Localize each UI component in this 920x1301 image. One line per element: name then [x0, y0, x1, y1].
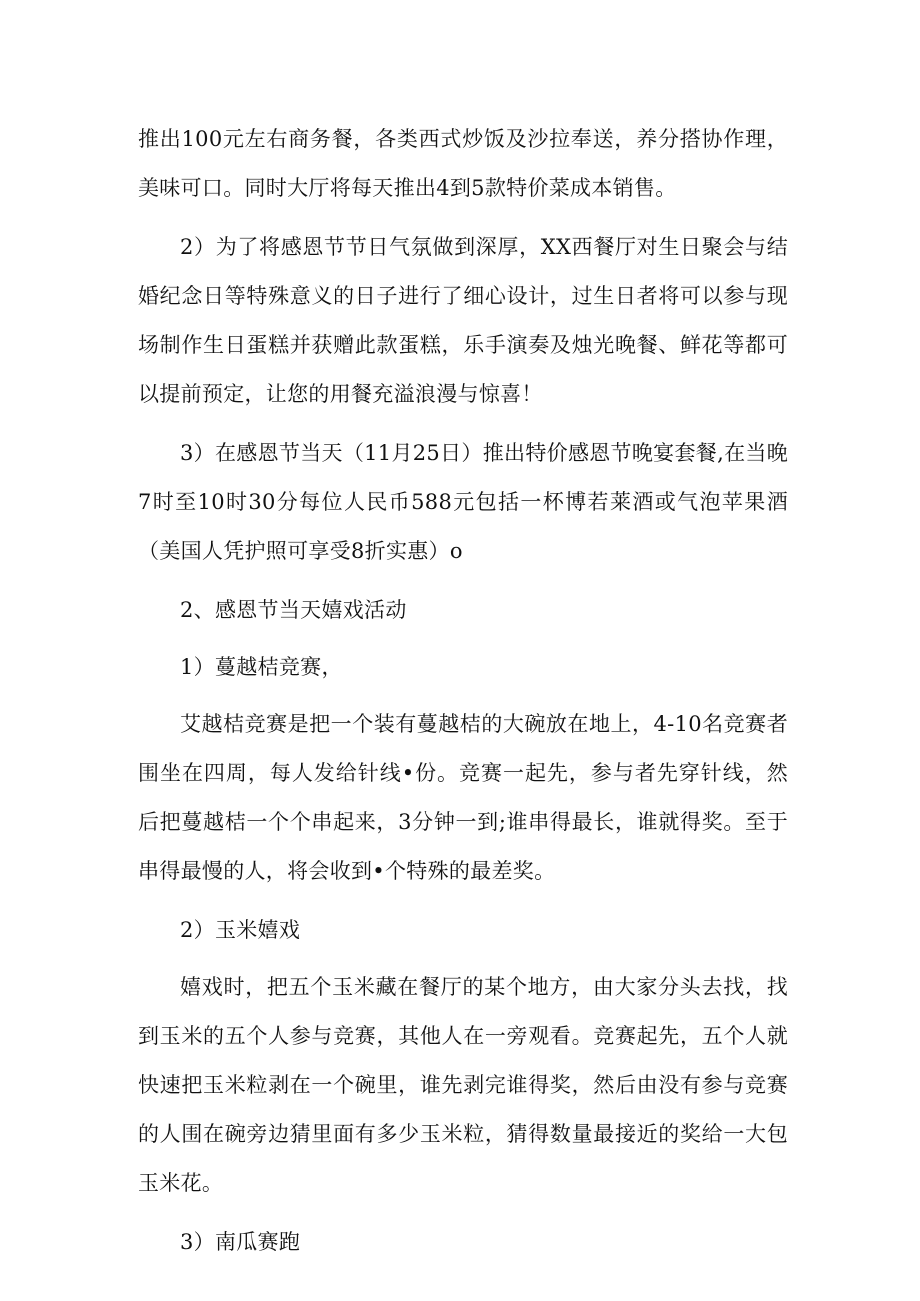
subheading-pumpkin-race: 3）南瓜赛跑 [180, 1230, 301, 1254]
paragraph-cranberry-rules: 艾越桔竞赛是把一个装有蔓越桔的大碗放在地上，4-10名竞赛者围坐在四周，每人发给针线•份。竞赛一起先，参与者先穿针线，然后把蔓越桔一个个串起来，3分钟一到;谁串得最长，谁就得奖。至于串得最慢的人，将会收到•个特殊的最差奖。 [138, 712, 788, 883]
paragraph-birthday-design: 2）为了将感恩节节日气氛做到深厚，XX西餐厅对生日聚会与结婚纪念日等特殊意义的日子进行了细心设计，过生日者将可以参与现场制作生日蛋糕并获赠此款蛋糕，乐手演奏及烛光晚餐、鲜花等都可以提前预定，让您的用餐充溢浪漫与惊喜！ [138, 235, 788, 406]
paragraph-corn-rules: 嬉戏时，把五个玉米藏在餐厅的某个地方，由大家分头去找，找到玉米的五个人参与竞赛，其他人在一旁观看。竞赛起先，五个人就快速把玉米粒剥在一个碗里，谁先剥完谁得奖，然后由没有参与竞赛的人围在碗旁边猜里面有多少玉米粒，猜得数量最接近的奖给一大包玉米花。 [138, 975, 788, 1195]
document-body [138, 115, 788, 1275]
subheading-corn-game: 2）玉米嬉戏 [180, 918, 301, 942]
paragraph-thanksgiving-dinner: 3）在感恩节当天（11月25日）推出特价感恩节晚宴套餐,在当晚7时至10时30分每位人民币588元包括一杯博若莱酒或气泡苹果酒（美国人凭护照可享受8折实惠）o [138, 441, 788, 563]
section-heading-games: 2、感恩节当天嬉戏活动 [180, 598, 407, 622]
paragraph-business-meal: 推出100元左右商务餐，各类西式炒饭及沙拉奉送，养分搭协作理，美味可口。同时大厅将每天推出4到5款特价菜成本销售。 [138, 127, 788, 200]
subheading-cranberry-contest: 1）蔓越桔竞赛， [180, 655, 343, 679]
